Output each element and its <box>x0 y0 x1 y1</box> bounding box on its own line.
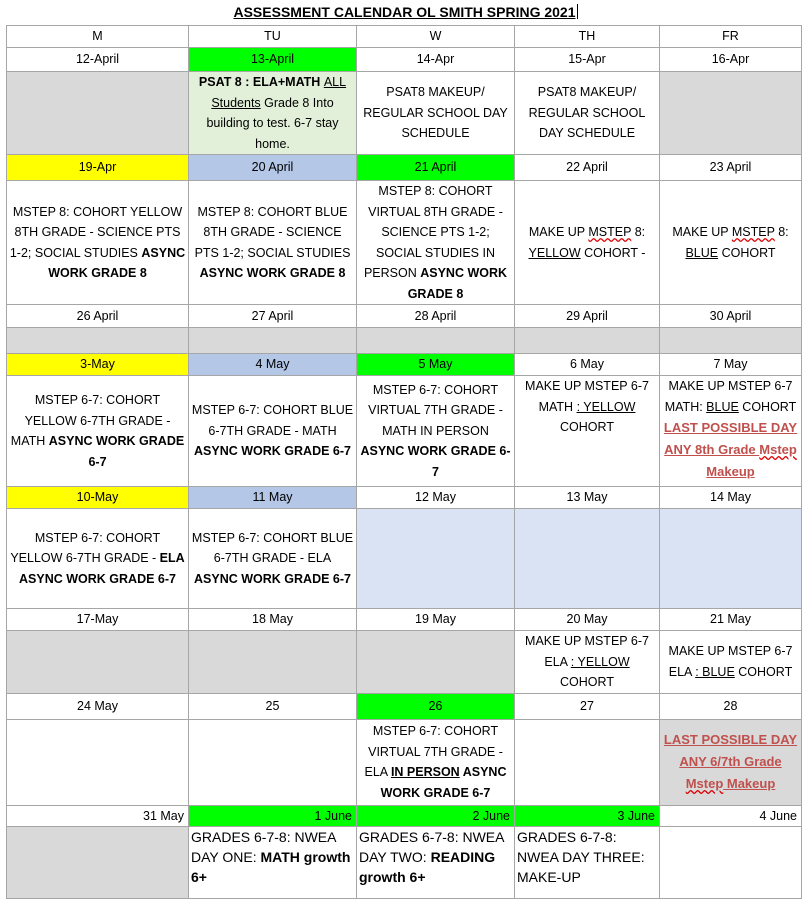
date-cell: 27 <box>515 693 660 719</box>
event-cell: MSTEP 8: COHORT VIRTUAL 8TH GRADE - SCIENCE PTS 1-2; SOCIAL STUDIES IN PERSON ASYNC WORK GRADE 8 <box>357 181 515 305</box>
empty-cell <box>7 328 189 354</box>
date-row <box>7 305 802 328</box>
date-cell: 17-May <box>7 609 189 631</box>
empty-cell <box>357 631 515 694</box>
date-cell: 24 May <box>7 693 189 719</box>
date-cell: 21 May <box>660 609 802 631</box>
empty-cell <box>515 328 660 354</box>
date-cell: 22 April <box>515 155 660 181</box>
date-row <box>7 693 802 719</box>
date-cell: 11 May <box>189 487 357 509</box>
date-cell: 4 June <box>660 805 802 827</box>
date-cell: 13-April <box>189 48 357 72</box>
empty-cell <box>515 719 660 805</box>
date-cell: 18 May <box>189 609 357 631</box>
date-cell: 30 April <box>660 305 802 328</box>
empty-cell <box>515 509 660 609</box>
day-header: FR <box>660 26 802 48</box>
date-cell: 3-May <box>7 354 189 376</box>
empty-cell <box>357 509 515 609</box>
date-cell: 14 May <box>660 487 802 509</box>
date-row <box>7 155 802 181</box>
empty-cell <box>660 827 802 899</box>
date-cell: 20 May <box>515 609 660 631</box>
event-cell: MSTEP 8: COHORT BLUE 8TH GRADE - SCIENCE PTS 1-2; SOCIAL STUDIES ASYNC WORK GRADE 8 <box>189 181 357 305</box>
date-cell: 23 April <box>660 155 802 181</box>
event-row <box>7 719 802 805</box>
event-cell: MSTEP 6-7: COHORT YELLOW 6-7TH GRADE - MATH ASYNC WORK GRADE 6-7 <box>7 376 189 487</box>
event-cell: GRADES 6-7-8: NWEA DAY ONE: MATH growth 6+ <box>189 827 357 899</box>
event-cell: MAKE UP MSTEP 8: BLUE COHORT <box>660 181 802 305</box>
event-cell: MSTEP 6-7: COHORT VIRTUAL 7TH GRADE - MATH IN PERSON ASYNC WORK GRADE 6-7 <box>357 376 515 487</box>
date-row <box>7 487 802 509</box>
event-row <box>7 72 802 155</box>
day-header: TU <box>189 26 357 48</box>
date-cell: 28 April <box>357 305 515 328</box>
page-title: ASSESSMENT CALENDAR OL SMITH SPRING 2021 <box>233 4 576 20</box>
date-cell: 21 April <box>357 155 515 181</box>
date-cell: 14-Apr <box>357 48 515 72</box>
event-cell: MAKE UP MSTEP 6-7 ELA : YELLOW COHORT <box>515 631 660 694</box>
empty-cell <box>189 328 357 354</box>
event-cell: GRADES 6-7-8: NWEA DAY THREE: MAKE-UP <box>515 827 660 899</box>
date-cell: 7 May <box>660 354 802 376</box>
empty-cell <box>357 328 515 354</box>
empty-cell <box>660 328 802 354</box>
date-cell: 15-Apr <box>515 48 660 72</box>
event-row <box>7 827 802 899</box>
event-cell: MAKE UP MSTEP 8: YELLOW COHORT - <box>515 181 660 305</box>
date-cell: 20 April <box>189 155 357 181</box>
date-cell: 6 May <box>515 354 660 376</box>
day-header: W <box>357 26 515 48</box>
date-cell: 26 <box>357 693 515 719</box>
event-cell: MAKE UP MSTEP 6-7 MATH : YELLOW COHORT <box>515 376 660 487</box>
date-cell: 12-April <box>7 48 189 72</box>
empty-cell <box>7 719 189 805</box>
event-cell: LAST POSSIBLE DAY ANY 6/7th Grade Mstep Makeup <box>660 719 802 805</box>
event-cell: MSTEP 8: COHORT YELLOW 8TH GRADE - SCIENCE PTS 1-2; SOCIAL STUDIES ASYNC WORK GRADE 8 <box>7 181 189 305</box>
assessment-calendar <box>6 25 802 899</box>
event-row <box>7 631 802 694</box>
empty-cell <box>660 72 802 155</box>
date-cell: 26 April <box>7 305 189 328</box>
event-row <box>7 328 802 354</box>
empty-cell <box>7 827 189 899</box>
empty-cell <box>189 719 357 805</box>
date-cell: 29 April <box>515 305 660 328</box>
event-cell: PSAT8 MAKEUP/ REGULAR SCHOOL DAY SCHEDULE <box>515 72 660 155</box>
date-cell: 12 May <box>357 487 515 509</box>
event-cell: PSAT8 MAKEUP/ REGULAR SCHOOL DAY SCHEDULE <box>357 72 515 155</box>
date-cell: 10-May <box>7 487 189 509</box>
event-row <box>7 181 802 305</box>
date-cell: 4 May <box>189 354 357 376</box>
event-cell: GRADES 6-7-8: NWEA DAY TWO: READING growth 6+ <box>357 827 515 899</box>
event-cell: MSTEP 6-7: COHORT YELLOW 6-7TH GRADE - ELA ASYNC WORK GRADE 6-7 <box>7 509 189 609</box>
date-cell: 3 June <box>515 805 660 827</box>
date-cell: 19 May <box>357 609 515 631</box>
empty-cell <box>7 72 189 155</box>
event-cell: MSTEP 6-7: COHORT BLUE 6-7TH GRADE - MATH ASYNC WORK GRADE 6-7 <box>189 376 357 487</box>
event-row <box>7 376 802 487</box>
date-cell: 31 May <box>7 805 189 827</box>
date-cell: 1 June <box>189 805 357 827</box>
empty-cell <box>189 631 357 694</box>
day-header: M <box>7 26 189 48</box>
date-row <box>7 609 802 631</box>
date-cell: 5 May <box>357 354 515 376</box>
date-row <box>7 48 802 72</box>
event-cell: PSAT 8 : ELA+MATH ALL Students Grade 8 Into building to test. 6-7 stay home. <box>189 72 357 155</box>
empty-cell <box>660 509 802 609</box>
event-cell: MAKE UP MSTEP 6-7 MATH: BLUE COHORT LAST POSSIBLE DAY ANY 8th Grade Mstep Makeup <box>660 376 802 487</box>
day-header-row <box>7 26 802 48</box>
date-cell: 13 May <box>515 487 660 509</box>
date-row <box>7 354 802 376</box>
date-cell: 16-Apr <box>660 48 802 72</box>
date-cell: 28 <box>660 693 802 719</box>
empty-cell <box>7 631 189 694</box>
date-cell: 27 April <box>189 305 357 328</box>
event-cell: MSTEP 6-7: COHORT VIRTUAL 7TH GRADE - ELA IN PERSON ASYNC WORK GRADE 6-7 <box>357 719 515 805</box>
date-cell: 2 June <box>357 805 515 827</box>
date-cell: 19-Apr <box>7 155 189 181</box>
day-header: TH <box>515 26 660 48</box>
event-row <box>7 509 802 609</box>
date-cell: 25 <box>189 693 357 719</box>
date-row <box>7 805 802 827</box>
event-cell: MAKE UP MSTEP 6-7 ELA : BLUE COHORT <box>660 631 802 694</box>
event-cell: MSTEP 6-7: COHORT BLUE 6-7TH GRADE - ELA ASYNC WORK GRADE 6-7 <box>189 509 357 609</box>
